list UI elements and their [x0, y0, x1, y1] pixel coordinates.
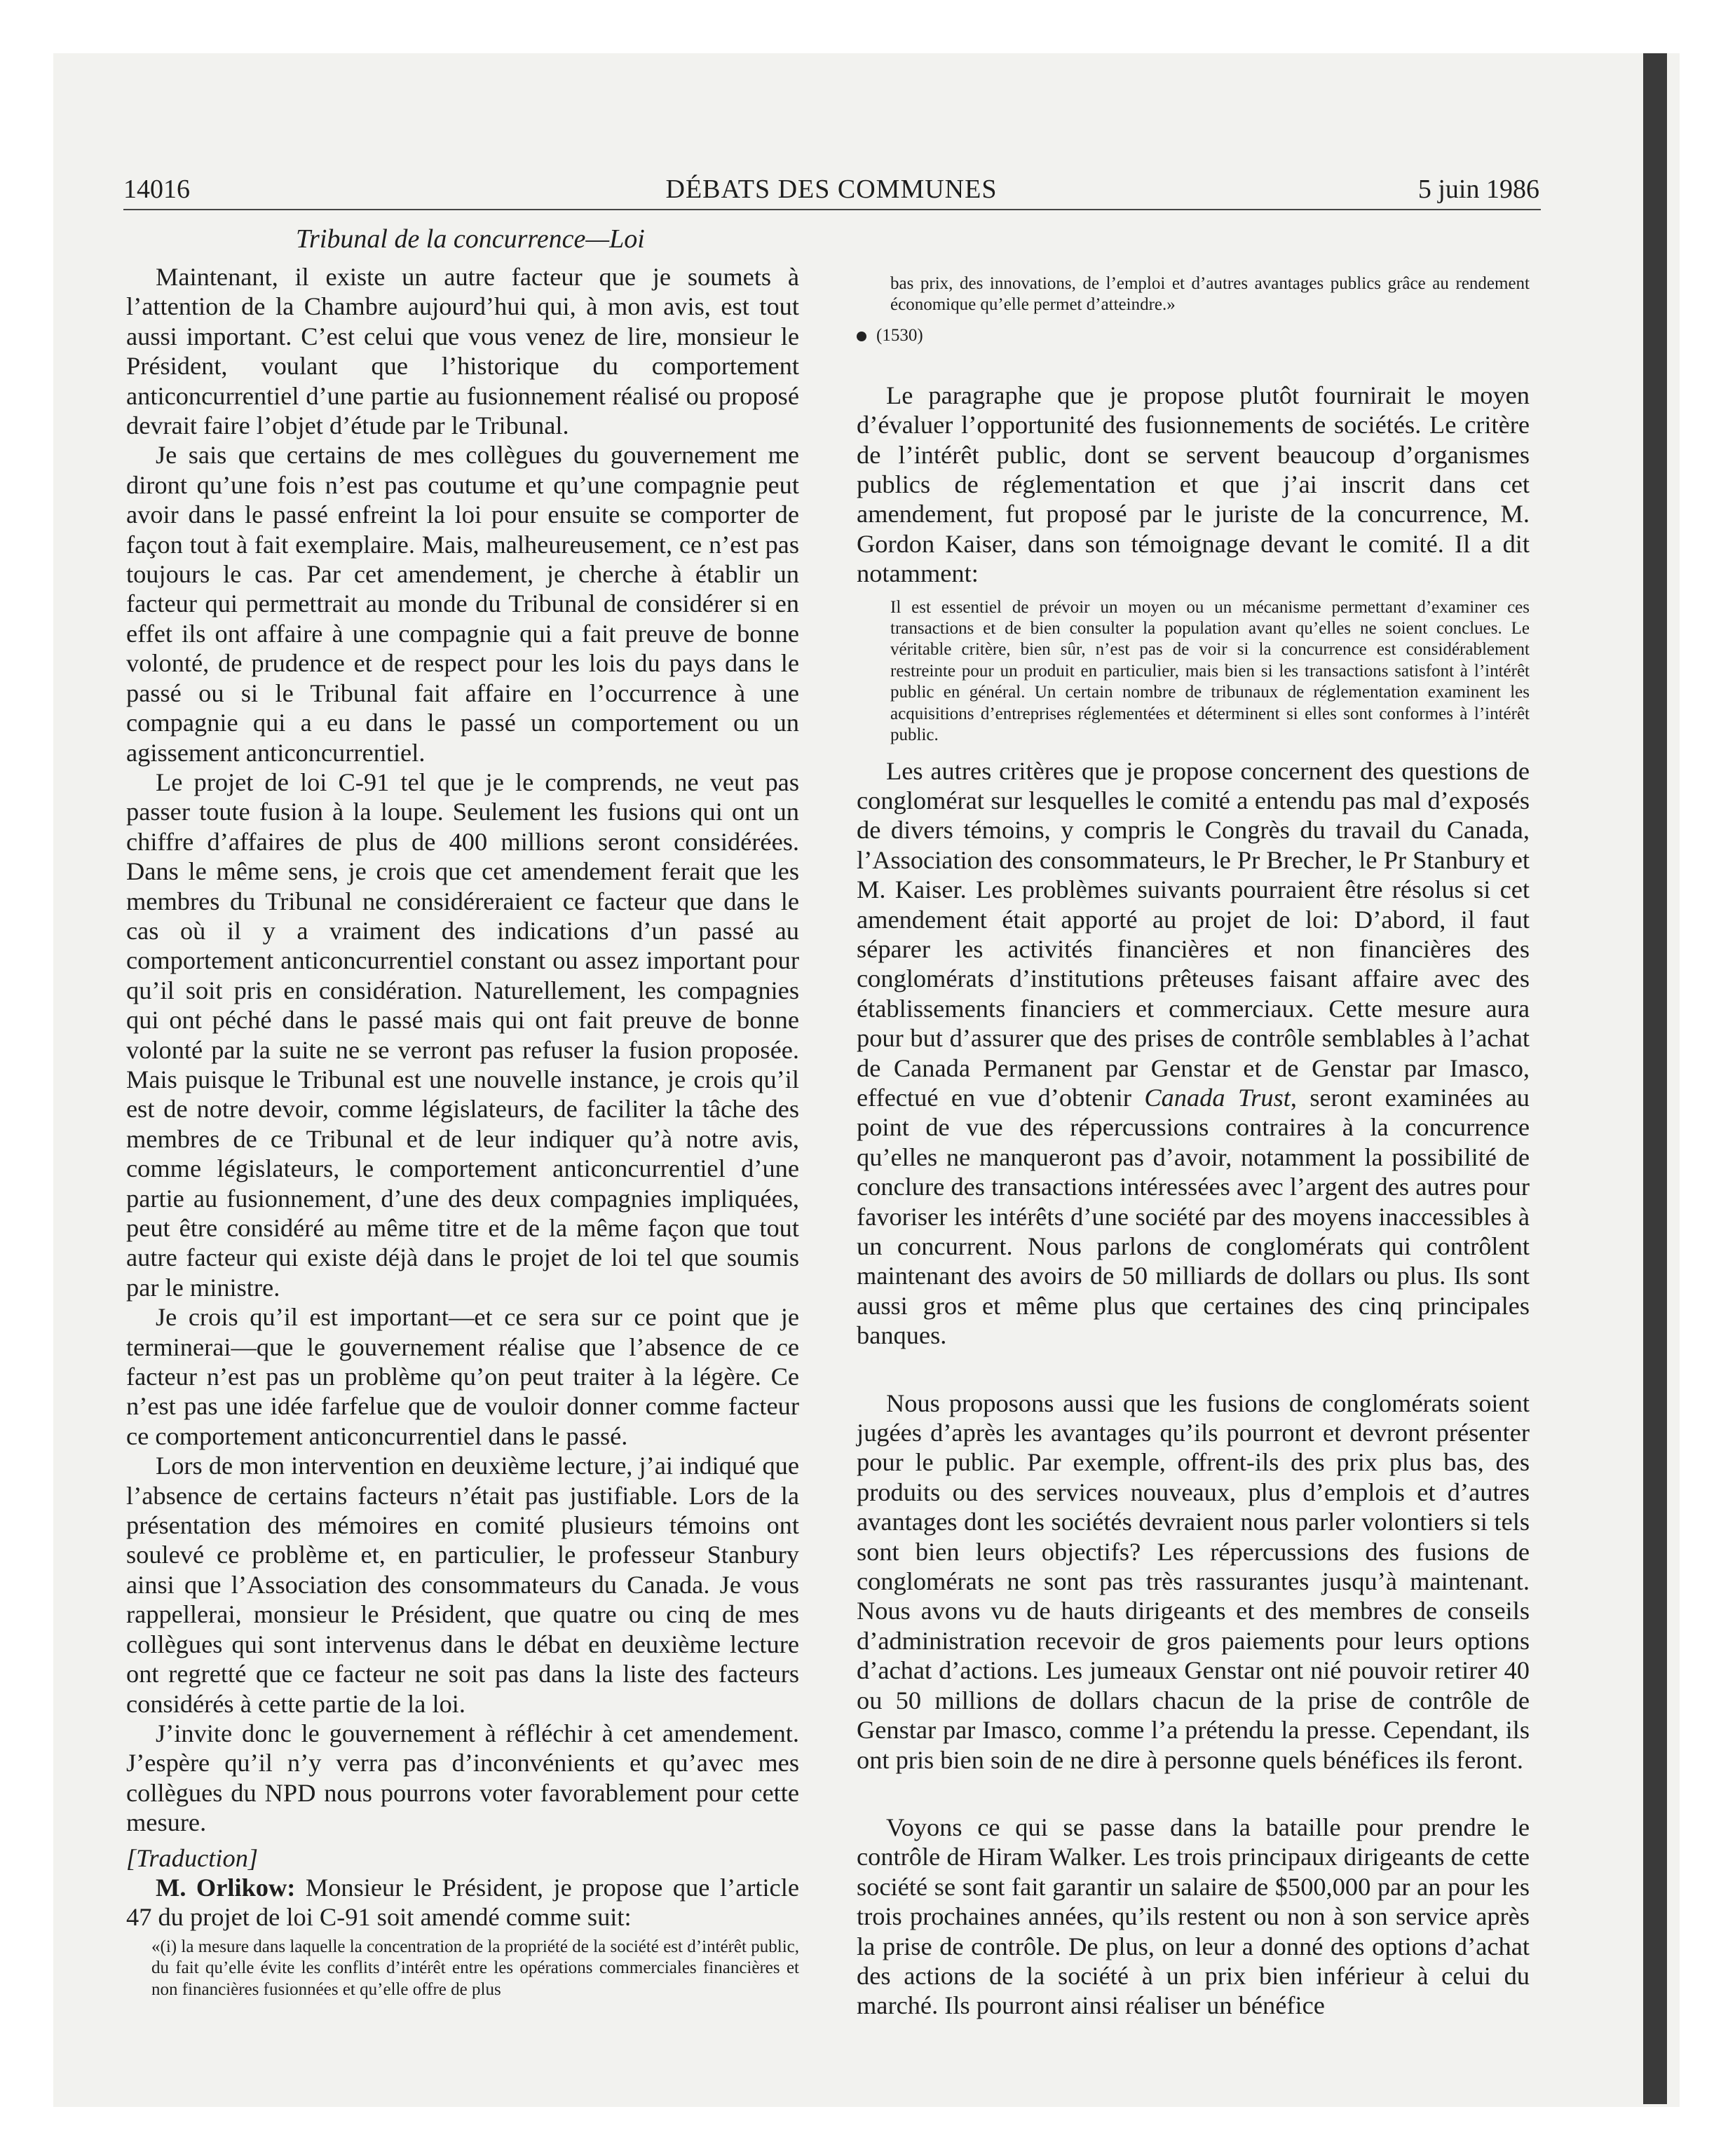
paragraph-text: , seront examinées au point de vue des répercussions contraires à la concurrence qu’elles ne manqueront pas d’avoir, notamment la possibilité de conclure des transactions intéressées avec l’argent des autres pour favoriser les intérêts d’une société par des moyens inaccessibles à un concurrent. Nous parlons de conglomérats qui contrôlent maintenant des avoirs de 50 milliards de dollars ou plus. Ils sont aussi gros et même plus que certaines des cinq principales banques. [857, 1083, 1530, 1350]
time-marker [857, 325, 1530, 347]
translation-label: [Traduction] [126, 1843, 259, 1872]
journal-title: DÉBATS DES COMMUNES [665, 175, 998, 204]
header-rule [123, 209, 1541, 210]
paragraph [857, 756, 1530, 1351]
paragraph: Je crois qu’il est important—et ce sera sur ce point que je terminerai—que le gouvernement réalise que l’absence de ce facteur n’est pas un problème qu’on peut traiter à la légère. Ce n’est pas une idée farfelue que de vouloir donner comme facteur ce comportement anticoncurrentiel dans le passé. [126, 1303, 799, 1450]
paragraph-text: Les autres critères que je propose concernent des questions de conglomérat sur lesquelles le comité a entendu pas mal d’exposés de divers témoins, y compris le Congrès du travail du Canada, l’Association des consommateurs, le Pr Brecher, le Pr Stanbury et M. Kaiser. Les problèmes suivants pourraient être résolus si cet amendement était apporté au projet de loi: D’abord, il faut séparer les activités financières et non financières des conglomérats d’institutions prêteuses faisant affaire avec des établissements financiers et commerciaux. Cette mesure aura pour but d’assurer que des prises de contrôle semblables à l’achat de Canada Permanent par Genstar et de Genstar par Imasco, effectué en vue d’obtenir [857, 756, 1530, 1112]
paragraph: Lors de mon intervention en deuxième lecture, j’ai indiqué que l’absence de certains facteurs n’était pas justifiable. Lors de la présentation des mémoires en comité plusieurs témoins ont soulevé ce problème et, en particulier, le professeur Stanbury ainsi que l’Association des consommateurs du Canada. Je vous rappellerai, monsieur le Président, que quatre ou cinq de mes collègues qui sont intervenus dans le débat en deuxième lecture ont regretté que ce facteur ne soit pas dans la liste des facteurs considérés à cette partie de la loi. [126, 1452, 799, 1718]
amendment-quote: «(i) la mesure dans laquelle la concentration de la propriété de la société est d’intérêt public, du fait qu’elle évite les conflits d’intérêt entre les opérations commerciales financières et non financières fusionnées et qu’elle offre de plus [151, 1937, 799, 1999]
time-marker-text: (1530) [876, 325, 923, 345]
paragraph: Le paragraphe que je propose plutôt fournirait le moyen d’évaluer l’opportunité des fusionnements de sociétés. Le critère de l’intérêt public, dont se servent beaucoup d’organismes publics de réglementation et que j’ai inscrit dans cet amendement, fut proposé par le juriste de la concurrence, M. Gordon Kaiser, dans son témoignage devant le comité. Il a dit notamment: [857, 381, 1530, 588]
paragraph: Je sais que certains de mes collègues du gouvernement me diront qu’une fois n’est pas coutume et qu’une compagnie peut avoir dans le passé enfreint la loi pour ensuite se comporter de façon tout à fait exemplaire. Mais, malheureusement, ce n’est pas toujours le cas. Par cet amendement, je cherche à établir un facteur qui permettrait au monde du Tribunal de considérer si en effet ils ont affaire à une compagnie qui a fait preuve de bonne volonté, de prudence et de respect pour les lois du pays dans le passé ou si le Tribunal fait affaire en l’occurrence à une compagnie qui a eu dans le passé un comportement ou un agissement anticoncurrentiel. [126, 441, 799, 767]
paragraph [126, 1873, 799, 1932]
issue-date: 5 juin 1986 [1417, 175, 1539, 204]
paragraph: Nous proposons aussi que les fusions de conglomérats soient jugées d’après les avantages qu’ils pourront et devront présenter pour le public. Par exemple, offrent-ils des prix plus bas, des produits ou des services nouveaux, plus d’emplois et d’autres avantages dont les sociétés devraient nous parler volontiers si tels sont bien leurs objectifs? Les répercussions des fusions de conglomérats ne sont pas très rassurantes jusqu’à maintenant. Nous avons vu de hauts dirigeants et des membres de conseils d’administration recevoir de gros paiements pour leurs options d’achat d’actions. Les jumeaux Genstar ont nié pouvoir retirer 40 ou 50 millions de dollars chacun de la prise de contrôle de Genstar par Imasco, comme l’a prétendu la presse. Cependant, ils ont pris bien soin de ne dire à personne quels bénéfices ils feront. [857, 1389, 1530, 1774]
bullet-icon [857, 332, 866, 341]
section-subtitle: Tribunal de la concurrence—Loi [296, 224, 645, 254]
speaker-text: Monsieur le Président, je propose que l’article 47 du projet de loi C-91 soit amendé comme suit: [126, 1873, 799, 1932]
paragraph: Maintenant, il existe un autre facteur que je soumets à l’attention de la Chambre aujourd’hui qui, à mon avis, est tout aussi important. C’est celui que vous venez de lire, monsieur le Président, voulant que l’historique du comportement anticoncurrentiel d’une partie au fusionnement réalisé ou proposé devrait faire l’objet d’étude par le Tribunal. [126, 263, 799, 440]
paragraph: J’invite donc le gouvernement à réfléchir à cet amendement. J’espère qu’il n’y verra pas d’inconvénients et qu’avec mes collègues du NPD nous pourrons voter favorablement pour cette mesure. [126, 1719, 799, 1837]
speaker-name: M. Orlikow: [156, 1873, 296, 1902]
block-quote: Il est essentiel de prévoir un moyen ou un mécanisme permettant d’examiner ces transactions et de bien consulter la population avant qu’elles ne soient conclues. Le véritable critère, bien sûr, n’est pas de voir si la concurrence est considérablement restreinte pour un produit en particulier, mais bien si les transactions satisfont à l’intérêt public en général. Un certain nombre de tribunaux de réglementation examinent les acquisitions d’entreprises réglementées et déterminent si elles sont conformes à l’intérêt public. [890, 597, 1530, 745]
left-column [126, 224, 799, 2000]
italic-name: Canada Trust [1144, 1083, 1291, 1112]
page-header [123, 170, 1539, 208]
paragraph: Voyons ce qui se passe dans la bataille pour prendre le contrôle de Hiram Walker. Les trois principaux dirigeants de cette société se sont fait garantir un salaire de $500,000 par an pour les trois prochaines années, qu’ils restent ou non à son service après la prise de contrôle. De plus, on leur a donné des options d’achat des actions de la société à un prix bien inférieur à celui du marché. Ils pourront ainsi réaliser un bénéfice [857, 1813, 1530, 2020]
page-number: 14016 [123, 175, 190, 204]
right-column [857, 224, 1530, 2021]
paragraph: Le projet de loi C-91 tel que je le comprends, ne veut pas passer toute fusion à la loupe. Seulement les fusions qui ont un chiffre d’affaires de plus de 400 millions seront considérées. Dans le même sens, je crois que cet amendement ferait que les membres du Tribunal ne considéreraient ce facteur que dans le cas où il y a vraiment des indications d’un passé au comportement anticoncurrentiel constant ou assez important pour qu’il soit pris en considération. Naturellement, les compagnies qui ont péché dans le passé mais qui ont fait preuve de bonne volonté par la suite ne se verront pas refuser la fusion proposée. Mais puisque le Tribunal est une nouvelle instance, je crois qu’il est de notre devoir, comme législateurs, de faciliter la tâche des membres de ce Tribunal et de leur indiquer qu’à notre avis, comme législateurs, le comportement anticoncurrentiel d’une partie au fusionnement, d’une des deux compagnies impliquées, peut être considéré au même titre et de la même façon que tout autre facteur qui existe déjà dans le projet de loi tel que soumis par le ministre. [126, 767, 799, 1302]
amendment-quote-continued: bas prix, des innovations, de l’emploi et d’autres avantages publics grâce au rendement économique qu’elle permet d’atteindre.» [890, 274, 1530, 315]
page-edge-shadow [1643, 53, 1667, 2104]
